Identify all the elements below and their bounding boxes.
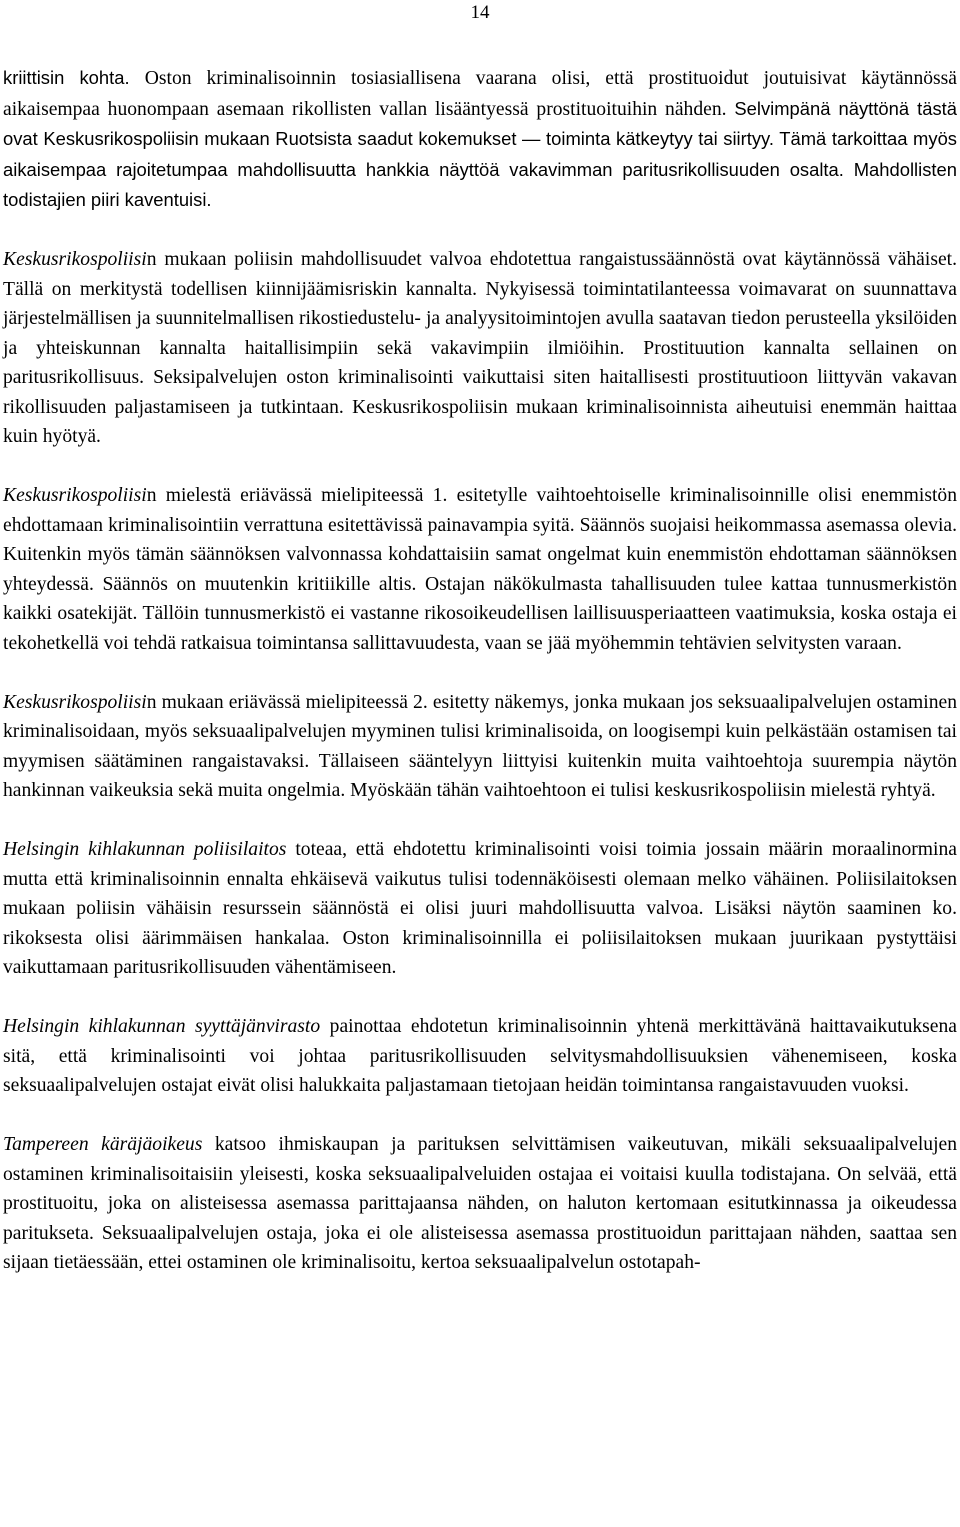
paragraph-6-text: painottaa ehdotetun kriminalisoinnin yhtenä merkittävänä haittavaikutuksena sitä, että kriminalisointi voi johtaa paritusrikollisuuden selvitysmahdollisuuksien vähenemiseen, koska seksuaalipalvelujen ostajat eivät olisi halukkaita paljastamaan tietojaan heidän toimintansa rangaistavuuden vuoksi. [3,1016,957,1096]
paragraph-7-subject: Tampereen käräjäoikeus [3,1134,203,1155]
paragraph-3-text: n mielestä eriävässä mielipiteessä 1. esitetylle vaihtoehtoiselle kriminalisoinnille olisi enemmistön ehdottamaan kriminalisointiin verrattuna esitettävissä painavampia syitä. Säännös suojaisi heikommassa asemassa olevia. Kuitenkin myös tämän säännöksen valvonnassa kohdattaisiin samat ongelmat kuin enemmistön ehdottaman säännöksen yhteydessä. Säännös on muutenkin kritiikille altis. Ostajan näkökulmasta tahallisuuden tulee kattaa tunnusmerkistön kaikki osatekijät. Tällöin tunnusmerkistö ei vastanne rikosoikeudellisen laillisuusperiaatteen vaatimuksia, koska ostaja ei tekohetkellä voi tehdä ratkaisua toimintansa sallittavuudesta, vaan se jää myöhemmin tehtävien selvitysten varaan. [3,485,957,654]
paragraph-5-text: toteaa, että ehdotettu kriminalisointi voisi toimia jossain määrin moraalinormina mutta että kriminalisoinnin ennalta ehkäisevä vaikutus tulisi todennäköisesti olemaan melko vähäinen. Poliisilaitoksen mukaan poliisin vähäisin resurssein säännöstä ei olisi juuri mahdollisuutta valvoa. Lisäksi näytön saaminen ko. rikoksesta olisi äärimmäisen hankalaa. Oston kriminalisoinnilla ei poliisilaitoksen mukaan juurikaan pystyttäisi vaikuttamaan paritusrikollisuuden vähentämiseen. [3,839,957,978]
paragraph-6-subject: Helsingin kihlakunnan syyttäjänvirasto [3,1016,321,1037]
document-body [3,63,957,1307]
page-number: 14 [470,2,490,23]
paragraph-3-subject: Keskusrikospoliisi [3,485,147,506]
paragraph-5-subject: Helsingin kihlakunnan poliisilaitos [3,839,287,860]
paragraph-2-text: n mukaan poliisin mahdollisuudet valvoa ehdotettua rangaistussäännöstä ovat käytännössä vähäiset. Tällä on merkitystä todellisen kiinnijäämisriskin kannalta. Nykyisessä toimintatilanteessa voimavarat on suunnattava järjestelmällisen ja suunnitelmallisen rikostiedustelu- ja analyysitoimintojen avulla saatavan tiedon perusteella yksilöiden ja yhteiskunnan kannalta haitallisimpiin sekä vakavimpiin ilmiöihin. Prostituution kannalta sellainen on paritusrikollisuus. Seksipalvelujen oston kriminalisointi vaikuttaisi siten haitallisesti prostituutioon liittyvän vakavan rikollisuuden paljastamiseen ja tutkintaan. Keskusrikospoliisin mukaan kriminalisoinnista aiheutuisi enemmän haittaa kuin hyötyä. [3,249,957,447]
paragraph-1 [3,63,957,216]
paragraph-7 [3,1130,957,1278]
paragraph-3 [3,481,957,658]
paragraph-1-text-b: Oston kriminalisoinnin tosiasiallisena vaarana olisi, että prostituoidut joutuisivat käytännössä aikaisempaa huonompaan asemaan rikollisten vallan lisääntyessä prostituoituihin nähden. [3,68,958,120]
paragraph-2 [3,245,957,452]
paragraph-1-text-a: kriittisin kohta. [3,67,145,88]
paragraph-5 [3,835,957,983]
paragraph-1-text-c: Selvimpänä näyttönä tästä ovat Keskusrikospoliisin mukaan Ruotsista saadut kokemukset — toiminta kätkeytyy tai siirtyy. Tämä tarkoittaa myös aikaisempaa rajoitetumpaa mahdollisuutta hankkia näyttöä vakavimman paritusrikollisuuden osalta. Mahdollisten todistajien piiri kaventuisi. [3,97,957,210]
paragraph-4-text: n mukaan eriävässä mielipiteessä 2. esitetty näkemys, jonka mukaan jos seksuaalipalvelujen ostaminen kriminalisoidaan, myös seksuaalipalvelujen myyminen tulisi kriminalisoida, on loogisempi kuin pelkästään ostamisen tai myymisen säätäminen rangaistavaksi. Tällaiseen sääntelyyn liittyisi kuitenkin muita vaihtoehtoja suurempia näytön hankinnan vaikeuksia sekä muita ongelmia. Myöskään tähän vaihtoehtoon ei tulisi keskusrikospoliisin mielestä ryhtyä. [3,691,957,801]
paragraph-7-text: katsoo ihmiskaupan ja parituksen selvittämisen vaikeutuvan, mikäli seksuaalipalvelujen ostaminen kriminalisoitaisiin yleisesti, koska seksuaalipalveluiden ostajaa ei voitaisi kuulla todistajana. On selvää, että prostituoitu, joka on alisteisessa asemassa parittajaansa nähden, on haluton kertomaan esitutkinnassa ja oikeudessa paritukseta. Seksuaalipalvelujen ostaja, joka ei ole alisteisessa asemassa prostituoidun parittajaan nähden, saattaa sen sijaan tietäessään, ettei ostaminen ole kriminalisoitu, kertoa seksuaalipalvelun ostotapah- [3,1134,957,1273]
paragraph-4-subject: Keskusrikospoliisi [3,691,147,713]
paragraph-4 [3,688,957,806]
paragraph-6 [3,1012,957,1101]
paragraph-2-subject: Keskusrikospoliisi [3,249,147,270]
